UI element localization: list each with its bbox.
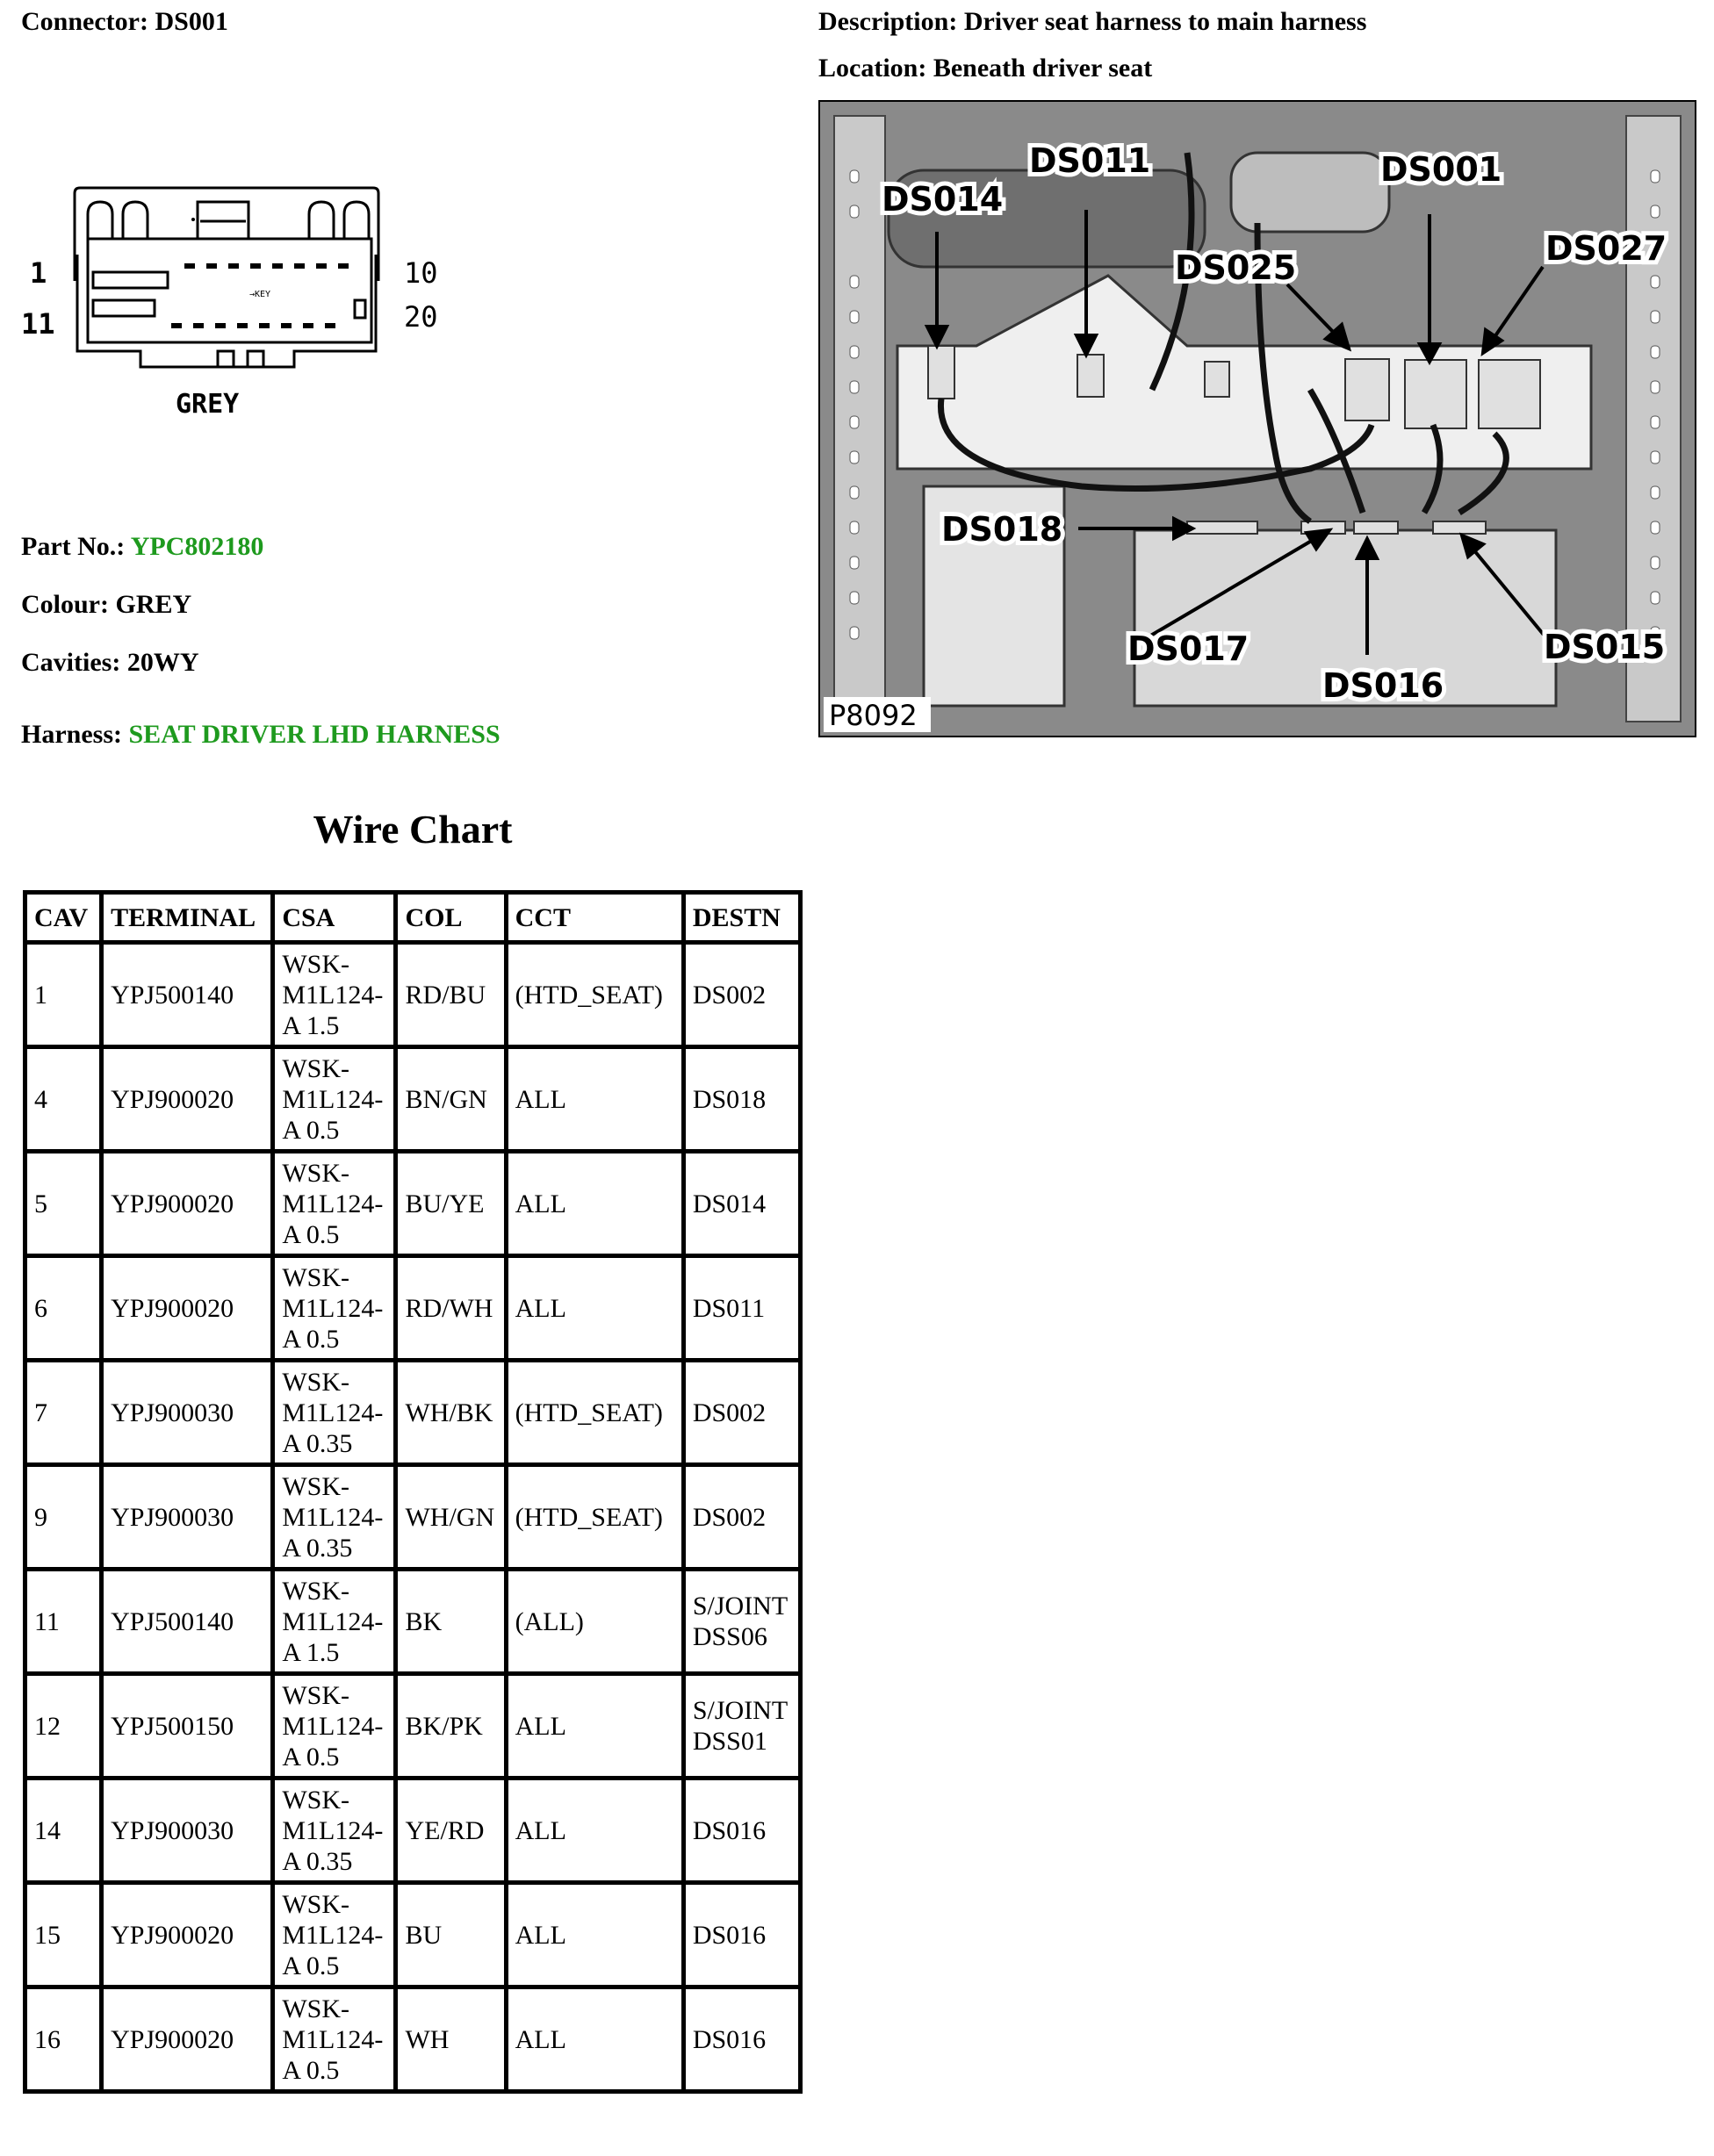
csa-cell-line: A 1.5 [282,1010,340,1040]
csa-cell-line: M1L124- [282,1398,384,1427]
photo-reference: P8092 [829,699,918,732]
csa-cell [273,1779,396,1883]
location-line [818,54,1152,83]
cav-cell: 14 [25,1779,102,1883]
pin-20-label: 20 [404,300,438,334]
table-row [25,1570,801,1674]
csa-cell-line: WSK- [282,1576,349,1606]
csa-cell-line: A 0.5 [282,1219,340,1249]
terminal-cell: YPJ500140 [102,943,273,1047]
colour-cell: BU/YE [396,1152,506,1256]
destination-cell [683,1674,800,1779]
csa-cell-line: WSK- [282,1158,349,1188]
csa-cell-line: A 1.5 [282,1637,340,1667]
destination-cell-line: DS002 [692,1502,767,1532]
destination-cell [683,1779,800,1883]
colour-cell: BK [396,1570,506,1674]
destination-cell-line: DS002 [692,980,767,1010]
callout-ds017: DS017 [1127,629,1249,668]
diagram-colour-label: GREY [176,389,240,420]
circuit-cell: ALL [506,1256,683,1361]
csa-cell-line: WSK- [282,949,349,979]
destination-cell [683,1987,800,2092]
terminal-cell: YPJ500140 [102,1570,273,1674]
csa-cell-line: WSK- [282,1262,349,1292]
harness-link[interactable]: SEAT DRIVER LHD HARNESS [128,720,501,749]
pin-10-label: 10 [404,256,438,290]
terminal-cell: YPJ900030 [102,1779,273,1883]
destination-cell-line: DS016 [692,2024,767,2054]
connector-value: DS001 [155,7,228,36]
csa-cell-line: A 0.35 [282,1846,353,1876]
part-number-link[interactable]: YPC802180 [130,532,264,561]
colour-cell: BK/PK [396,1674,506,1779]
terminal-cell: YPJ900020 [102,1883,273,1987]
callout-ds011: DS011 [1029,141,1151,180]
csa-cell-line: A 0.5 [282,1324,340,1354]
colour-line [21,590,191,620]
header-col: COL [396,893,506,943]
destination-cell-line: DSS01 [692,1727,767,1756]
csa-cell-line: WSK- [282,1471,349,1501]
destination-cell [683,1570,800,1674]
csa-cell-line: WSK- [282,1785,349,1815]
description-line [818,7,1366,37]
location-label: Location: [818,54,927,83]
destination-cell-line: S/JOINT [692,1696,789,1725]
table-header-row [25,893,801,943]
csa-cell-line: WSK- [282,1367,349,1397]
circuit-cell: ALL [506,1779,683,1883]
csa-cell [273,1674,396,1779]
csa-cell-line: M1L124- [282,2024,384,2054]
header-cct: CCT [506,893,683,943]
destination-cell [683,943,800,1047]
colour-cell: WH/GN [396,1465,506,1570]
description-label: Description: [818,7,958,36]
callout-ds027: DS027 [1545,229,1667,268]
table-row [25,1465,801,1570]
colour-cell: WH/BK [396,1361,506,1465]
header-csa: CSA [273,893,396,943]
callout-ds015: DS015 [1544,628,1666,666]
description-value: Driver seat harness to main harness [963,7,1367,36]
destination-cell-line: DS011 [692,1293,766,1323]
csa-cell-line: M1L124- [282,1711,384,1741]
csa-cell-line: A 0.5 [282,2055,340,2085]
destination-cell-line: DS016 [692,1815,767,1845]
callout-ds018: DS018 [941,510,1063,549]
connector-diagram [18,176,457,430]
terminal-cell: YPJ900020 [102,1047,273,1152]
table-row [25,1361,801,1465]
circuit-cell: (ALL) [506,1570,683,1674]
header-destn: DESTN [683,893,800,943]
destination-cell [683,1047,800,1152]
cav-cell: 1 [25,943,102,1047]
csa-cell [273,1883,396,1987]
cav-cell: 15 [25,1883,102,1987]
table-row [25,1779,801,1883]
cavities-line [21,648,198,678]
location-value: Beneath driver seat [933,54,1153,83]
wire-chart-table [23,890,803,2094]
cav-cell: 11 [25,1570,102,1674]
table-row [25,1047,801,1152]
destination-cell-line: DS014 [692,1189,767,1218]
cav-cell: 5 [25,1152,102,1256]
colour-cell: YE/RD [396,1779,506,1883]
csa-cell-line: A 0.35 [282,1428,353,1458]
circuit-cell: (HTD_SEAT) [506,943,683,1047]
destination-cell-line: DS018 [692,1084,767,1114]
wire-chart-body [25,943,801,2092]
destination-cell [683,1465,800,1570]
csa-cell-line: M1L124- [282,1920,384,1950]
table-row [25,1674,801,1779]
terminal-cell: YPJ900020 [102,1256,273,1361]
csa-cell-line: A 0.35 [282,1533,353,1563]
csa-cell-line: M1L124- [282,1606,384,1636]
cavities-label: Cavities: [21,648,121,677]
callout-ds025: DS025 [1175,248,1297,287]
colour-cell: BU [396,1883,506,1987]
table-row [25,1987,801,2092]
terminal-cell: YPJ500150 [102,1674,273,1779]
csa-cell [273,1465,396,1570]
part-number-line [21,532,263,562]
csa-cell [273,1256,396,1361]
csa-cell-line: WSK- [282,1680,349,1710]
csa-cell-line: WSK- [282,1889,349,1919]
csa-cell-line: M1L124- [282,1189,384,1218]
cav-cell: 6 [25,1256,102,1361]
table-row [25,1152,801,1256]
harness-label: Harness: [21,720,122,749]
connector-location-photo [818,100,1696,737]
destination-cell-line: S/JOINT [692,1592,789,1621]
circuit-cell: ALL [506,1674,683,1779]
csa-cell-line: M1L124- [282,1084,384,1114]
csa-cell [273,1047,396,1152]
table-row [25,1256,801,1361]
pin-11-label: 11 [21,307,55,341]
csa-cell-line: M1L124- [282,1293,384,1323]
csa-cell-line: M1L124- [282,1502,384,1532]
terminal-cell: YPJ900020 [102,1152,273,1256]
colour-value: GREY [115,590,192,619]
destination-cell-line: DS002 [692,1398,767,1427]
header-cav: CAV [25,893,102,943]
cavities-value: 20WY [126,648,199,677]
csa-cell [273,943,396,1047]
header-terminal: TERMINAL [102,893,273,943]
key-marker: →KEY [249,290,271,299]
connector-line [21,7,228,37]
wire-chart-title: Wire Chart [313,807,513,852]
table-row [25,1883,801,1987]
circuit-cell: (HTD_SEAT) [506,1465,683,1570]
circuit-cell: ALL [506,1152,683,1256]
csa-cell-line: M1L124- [282,980,384,1010]
pin-1-label: 1 [30,256,47,290]
destination-cell [683,1256,800,1361]
circuit-cell: (HTD_SEAT) [506,1361,683,1465]
colour-cell: WH [396,1987,506,2092]
colour-label: Colour: [21,590,109,619]
circuit-cell: ALL [506,1883,683,1987]
csa-cell-line: A 0.5 [282,1742,340,1772]
cav-cell: 16 [25,1987,102,2092]
callout-ds016: DS016 [1322,666,1444,705]
csa-cell-line: A 0.5 [282,1115,340,1145]
terminal-cell: YPJ900030 [102,1465,273,1570]
cav-cell: 9 [25,1465,102,1570]
destination-cell-line: DSS06 [692,1622,767,1651]
colour-cell: BN/GN [396,1047,506,1152]
terminal-cell: YPJ900030 [102,1361,273,1465]
csa-cell [273,1987,396,2092]
table-row [25,943,801,1047]
callout-ds001: DS001 [1380,150,1502,189]
part-number-label: Part No.: [21,532,126,561]
csa-cell-line: WSK- [282,1053,349,1083]
destination-cell [683,1361,800,1465]
cav-cell: 7 [25,1361,102,1465]
destination-cell [683,1152,800,1256]
terminal-cell: YPJ900020 [102,1987,273,2092]
circuit-cell: ALL [506,1987,683,2092]
connector-label: Connector: [21,7,148,36]
circuit-cell: ALL [506,1047,683,1152]
csa-cell [273,1570,396,1674]
csa-cell [273,1361,396,1465]
harness-line [21,720,501,750]
destination-cell-line: DS016 [692,1920,767,1950]
cav-cell: 4 [25,1047,102,1152]
csa-cell-line: M1L124- [282,1815,384,1845]
csa-cell-line: WSK- [282,1994,349,2023]
destination-cell [683,1883,800,1987]
csa-cell-line: A 0.5 [282,1951,340,1980]
cav-cell: 12 [25,1674,102,1779]
callout-ds014: DS014 [882,180,1004,219]
colour-cell: RD/BU [396,943,506,1047]
csa-cell [273,1152,396,1256]
colour-cell: RD/WH [396,1256,506,1361]
